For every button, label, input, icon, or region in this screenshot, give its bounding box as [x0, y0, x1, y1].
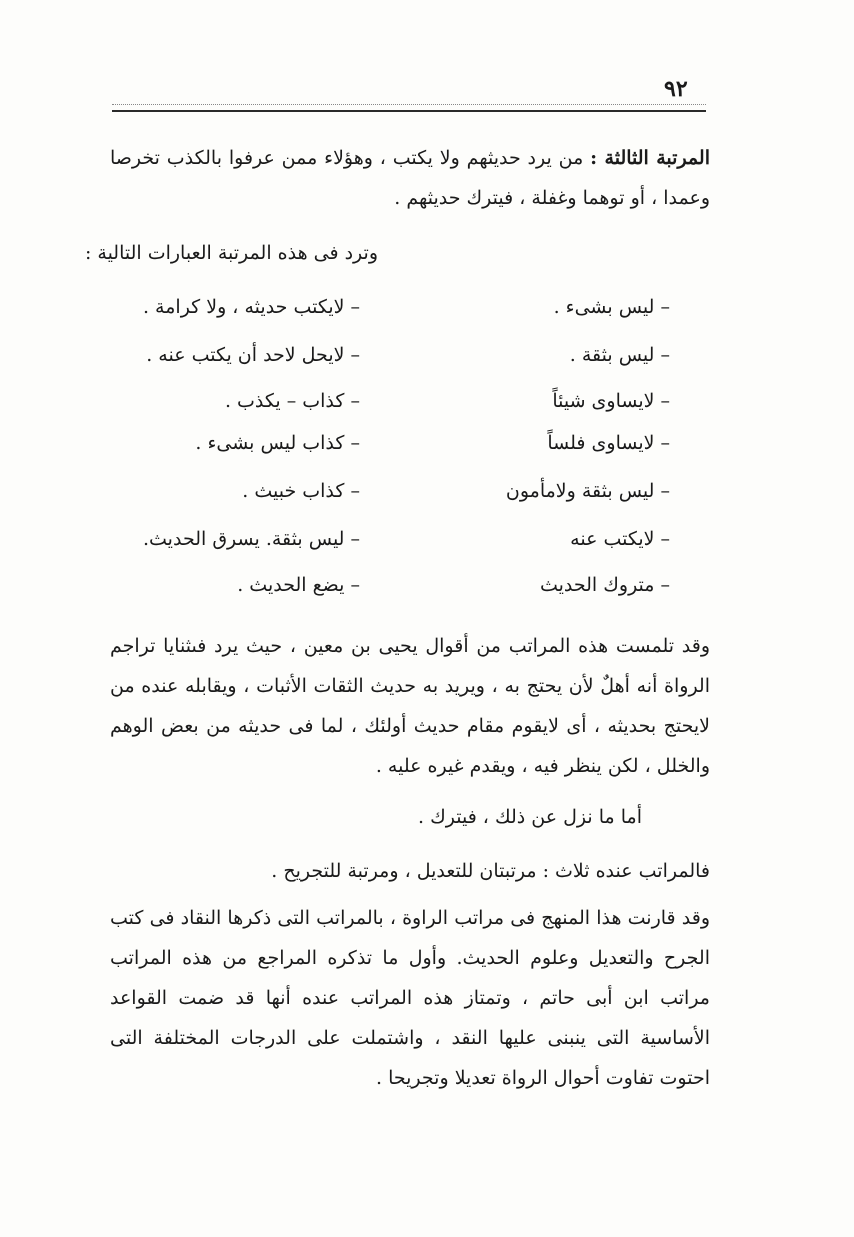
page-number: ٩٢: [664, 76, 688, 102]
list-item-right: – لايكتب عنه: [570, 528, 670, 550]
list-item-left: – يضع الحديث .: [237, 574, 360, 596]
list-row: [110, 524, 670, 554]
list-item-right: – ليس بثقة .: [569, 344, 670, 366]
list-item-right: – لايساوى فلساً: [547, 432, 670, 454]
list-item-right: – متروك الحديث: [539, 574, 670, 596]
third-rank-label: المرتبة الثالثة :: [590, 147, 710, 169]
list-row: [110, 476, 670, 506]
paragraph-lower-rank: أما ما نزل عن ذلك ، فيترك .: [418, 806, 642, 828]
list-item-right: – ليس بشىء .: [553, 296, 670, 318]
list-item-left: – كذاب خبيث .: [242, 480, 360, 502]
header-rule: [112, 110, 706, 112]
list-row: [110, 292, 670, 322]
list-item-left: – كذاب ليس بشىء .: [195, 432, 360, 454]
list-row: [110, 570, 670, 600]
list-item-left: – ليس بثقة. يسرق الحديث.: [142, 528, 360, 550]
intro-line: وترد فى هذه المرتبة العبارات التالية :: [84, 242, 378, 264]
header-rule-thin: [112, 104, 706, 105]
list-item-right: – ليس بثقة ولامأمون: [505, 480, 670, 502]
paragraph-third-rank: [110, 138, 710, 218]
list-row: [110, 428, 670, 458]
paragraph-ranks-summary: فالمراتب عنده ثلاث : مرتبتان للتعديل ، ومرتبة للتجريح .: [271, 860, 710, 882]
list-item-left: – لايكتب حديثه ، ولا كرامة .: [142, 296, 360, 318]
paragraph-yahya-ibn-main: وقد تلمست هذه المراتب من أقوال يحيى بن معين ، حيث يرد فىثنايا تراجم الرواة أنه أهلٌ لأن يحتج به ، ويريد به حديث الثقات الأثبات ، ويقابله عنده من لايحتج بحديثه ، أى لايقوم مقام حديث أولئك ، لما فى حديثه من بعض الوهم والخلل ، لكن ينظر فيه ، ويقدم غيره عليه .: [110, 635, 710, 777]
list-item-right: – لايساوى شيئاً: [552, 390, 670, 412]
list-row: [110, 340, 670, 370]
paragraph-comparison: وقد قارنت هذا المنهج فى مراتب الراوة ، بالمراتب التى ذكرها النقاد فى كتب الجرح والتعديل وعلوم الحديث. وأول ما تذكره المراجع من هذه المراتب مراتب ابن أبى حاتم ، وتمتاز هذه المراتب عنده أنها قد ضمت القواعد الأساسية التى ينبنى عليها النقد ، واشتملت على الدرجات المختلفة التى احتوت تفاوت أحوال الرواة تعديلا وتجريحا .: [110, 907, 710, 1089]
list-item-left: – لايحل لاحد أن يكتب عنه .: [146, 344, 360, 366]
list-row: [110, 386, 670, 416]
list-item-left: – كذاب – يكذب .: [224, 390, 360, 412]
third-rank-text: من يرد حديثهم ولا يكتب ، وهؤلاء ممن عرفوا بالكذب تخرصا وعمدا ، أو توهما وغفلة ، فيترك حديثهم .: [110, 147, 710, 209]
